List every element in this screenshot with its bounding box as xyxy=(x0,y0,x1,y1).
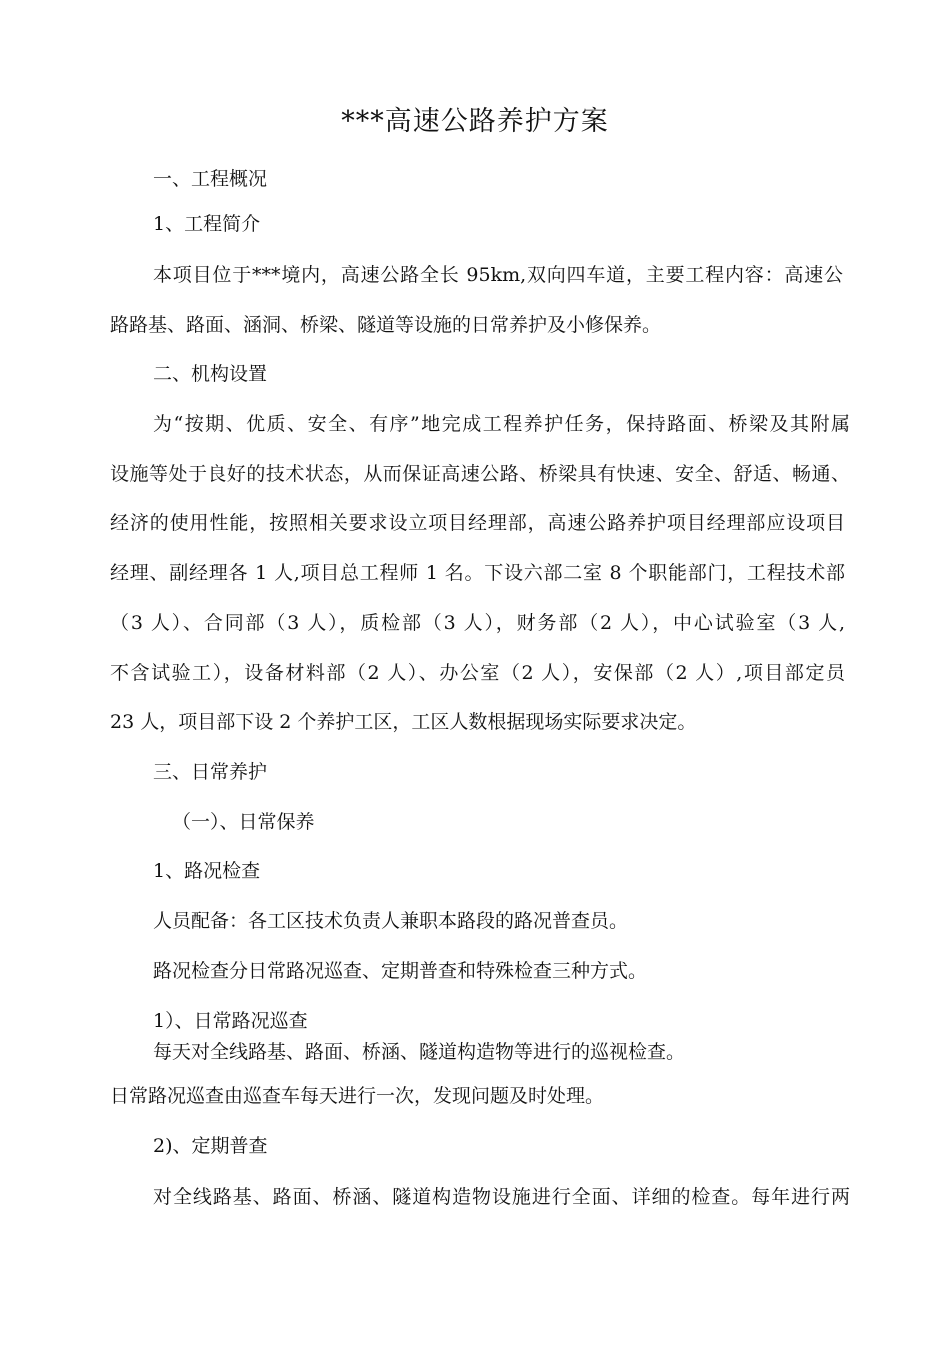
paragraph-line: 经理、副经理各 1 人,项目总工程师 1 名。下设六部二室 8 个职能部门，工程技术部 xyxy=(110,562,845,584)
paragraph-line: 经济的使用性能，按照相关要求设立项目经理部，高速公路养护项目经理部应设项目 xyxy=(110,512,845,534)
paragraph-line: （3 人）、合同部（3 人），质检部（3 人），财务部（2 人），中心试验室（3 人, xyxy=(110,612,845,634)
heading-organization: 二、机构设置 xyxy=(153,363,268,385)
paragraph-line: 对全线路基、路面、桥涵、隧道构造物设施进行全面、详细的检查。每年进行两 xyxy=(153,1186,850,1208)
paragraph-line: 路况检查分日常路况巡查、定期普查和特殊检查三种方式。 xyxy=(153,960,648,982)
heading-project-overview: 一、工程概况 xyxy=(153,168,268,190)
document-title: ***高速公路养护方案 xyxy=(341,106,609,137)
subheading-periodic-survey: 2)、定期普查 xyxy=(153,1135,268,1157)
paragraph-line: 本项目位于***境内，高速公路全长 95km,双向四车道，主要工程内容：高速公 xyxy=(153,264,843,286)
paragraph-line: 日常路况巡查由巡查车每天进行一次，发现问题及时处理。 xyxy=(110,1085,605,1107)
subheading-daily-upkeep: （一）、日常保养 xyxy=(172,811,315,833)
paragraph-line: 人员配备：各工区技术负责人兼职本路段的路况普查员。 xyxy=(153,910,629,932)
paragraph-line: 为“按期、优质、安全、有序”地完成工程养护任务，保持路面、桥梁及其附属 xyxy=(153,413,850,435)
heading-daily-maintenance: 三、日常养护 xyxy=(153,761,268,783)
subheading-project-intro: 1、工程简介 xyxy=(153,213,261,235)
subheading-road-inspection: 1、路况检查 xyxy=(153,860,261,882)
subheading-daily-patrol: 1）、日常路况巡查 xyxy=(153,1010,308,1032)
paragraph-line: 路路基、路面、涵洞、桥梁、隧道等设施的日常养护及小修保养。 xyxy=(110,314,662,336)
paragraph-line: 每天对全线路基、路面、桥涵、隧道构造物等进行的巡视检查。 xyxy=(153,1041,686,1063)
paragraph-line: 23 人，项目部下设 2 个养护工区，工区人数根据现场实际要求决定。 xyxy=(110,711,697,733)
paragraph-line: 不含试验工），设备材料部（2 人）、办公室（2 人），安保部（2 人）,项目部定员 xyxy=(110,662,845,684)
paragraph-line: 设施等处于良好的技术状态，从而保证高速公路、桥梁具有快速、安全、舒适、畅通、 xyxy=(110,463,850,485)
